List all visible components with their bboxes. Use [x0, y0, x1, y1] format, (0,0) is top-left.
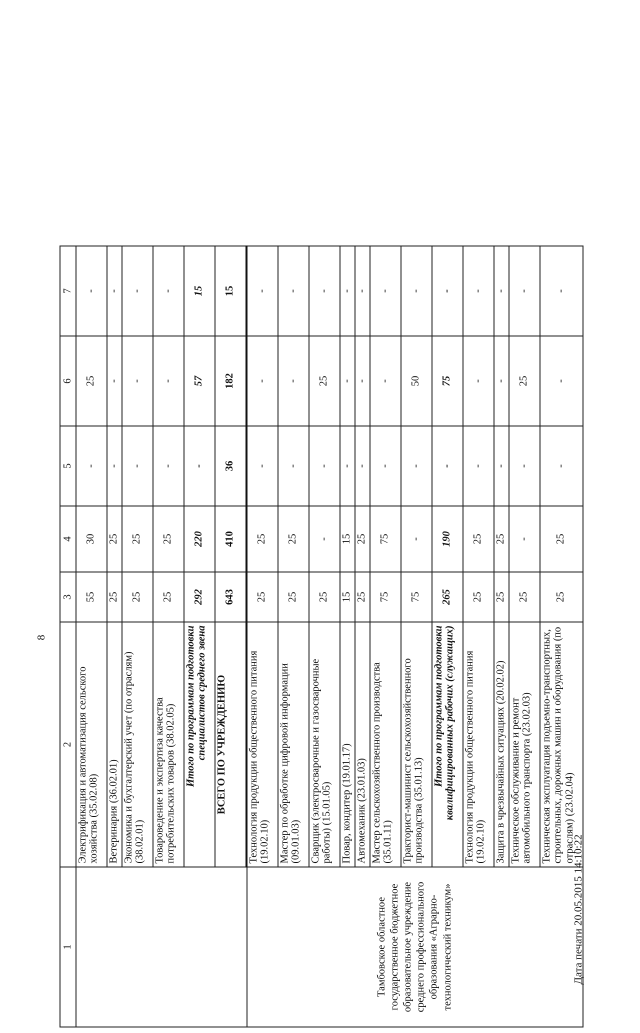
value-cell-c4: 25 [540, 506, 583, 572]
value-cell-c6: - [370, 336, 401, 426]
program-name: Тракторист-машинист сельскохозяйственного производства (35.01.13) [401, 622, 432, 867]
header-cell: 2 [60, 622, 76, 867]
value-cell-c4: 15 [340, 506, 355, 572]
value-cell-c5: - [509, 426, 540, 506]
value-cell-c5: - [76, 426, 107, 506]
value-cell-c4: 25 [494, 506, 509, 572]
value-cell-c4: 25 [122, 506, 153, 572]
value-cell-c3: 75 [370, 572, 401, 622]
value-cell-c3: 55 [76, 572, 107, 622]
program-name: Товароведение и экспертиза качества потребительских товаров (38.02.05) [153, 622, 184, 867]
value-cell-c5: - [122, 426, 153, 506]
value-cell-c6: - [153, 336, 184, 426]
program-name: Ветеринария (36.02.01) [107, 622, 122, 867]
admission-plan-table [60, 246, 584, 1028]
value-cell-c6: - [107, 336, 122, 426]
header-cell: 6 [60, 336, 76, 426]
value-cell-c6: - [278, 336, 309, 426]
subtotal-label-line: квалифицированных рабочих (служащих) [444, 625, 456, 821]
header-cell: 7 [60, 246, 76, 336]
program-name: Техническое обслуживание и ремонт автомобильного транспорта (23.02.03) [509, 622, 540, 867]
value-cell-c7: - [247, 246, 279, 336]
program-name: Защита в чрезвычайных ситуациях (20.02.02) [494, 622, 509, 867]
value-cell-c6: 57 [184, 336, 215, 426]
program-name: Технология продукции общественного питания (19.02.10) [463, 622, 494, 867]
value-cell-c7: - [107, 246, 122, 336]
program-name: Экономика и бухгалтерский учет (по отраслям) (38.02.01) [122, 622, 153, 867]
value-cell-c3: 292 [184, 572, 215, 622]
institution-name: Тамбовское областное государственное бюджетное образовательное учреждение среднего профессионального образования «Аграрно-технологический техникум» [247, 867, 584, 1027]
program-name: Мастер сельскохозяйственного производства (35.01.11) [370, 622, 401, 867]
value-cell-c3: 25 [107, 572, 122, 622]
value-cell-c5: - [153, 426, 184, 506]
value-cell-c5: - [540, 426, 583, 506]
value-cell-c6: - [247, 336, 279, 426]
value-cell-c7: - [432, 246, 463, 336]
value-cell-c4: 220 [184, 506, 215, 572]
value-cell-c3: 25 [309, 572, 340, 622]
value-cell-c4: 25 [278, 506, 309, 572]
value-cell-c3: 25 [153, 572, 184, 622]
value-cell-c6: 50 [401, 336, 432, 426]
value-cell-c7: - [153, 246, 184, 336]
value-cell-c4: - [509, 506, 540, 572]
value-cell-c4: 25 [107, 506, 122, 572]
value-cell-c7: - [355, 246, 370, 336]
value-cell-c7: - [494, 246, 509, 336]
value-cell-c4: - [309, 506, 340, 572]
value-cell-c4: 410 [215, 506, 247, 572]
value-cell-c5: - [355, 426, 370, 506]
institution-cell-empty [76, 867, 247, 1027]
value-cell-c7: - [122, 246, 153, 336]
value-cell-c4: 190 [432, 506, 463, 572]
value-cell-c4: 25 [355, 506, 370, 572]
grand-total-label: ВСЕГО ПО УЧРЕЖДЕНИЮ [215, 622, 247, 867]
value-cell-c5: - [401, 426, 432, 506]
value-cell-c7: - [370, 246, 401, 336]
value-cell-c6: - [355, 336, 370, 426]
value-cell-c3: 25 [509, 572, 540, 622]
value-cell-c3: 25 [247, 572, 279, 622]
value-cell-c5: - [247, 426, 279, 506]
value-cell-c5: - [432, 426, 463, 506]
value-cell-c7: - [278, 246, 309, 336]
value-cell-c7: - [340, 246, 355, 336]
value-cell-c5: - [494, 426, 509, 506]
column-number-row [60, 246, 76, 1027]
program-name: Технология продукции общественного питания (19.02.10) [247, 622, 279, 867]
value-cell-c5: 36 [215, 426, 247, 506]
value-cell-c4: 30 [76, 506, 107, 572]
value-cell-c3: 75 [401, 572, 432, 622]
header-cell: 4 [60, 506, 76, 572]
value-cell-c6: - [340, 336, 355, 426]
program-name: Повар, кондитер (19.01.17) [340, 622, 355, 867]
value-cell-c6: - [540, 336, 583, 426]
value-cell-c7: - [509, 246, 540, 336]
value-cell-c3: 25 [355, 572, 370, 622]
program-name: Мастер по обработке цифровой информации (09.01.03) [278, 622, 309, 867]
value-cell-c6: 182 [215, 336, 247, 426]
value-cell-c4: 75 [370, 506, 401, 572]
value-cell-c5: - [184, 426, 215, 506]
value-cell-c7: - [309, 246, 340, 336]
value-cell-c7: - [76, 246, 107, 336]
subtotal-label [432, 622, 463, 867]
value-cell-c7: - [463, 246, 494, 336]
value-cell-c7: 15 [184, 246, 215, 336]
value-cell-c5: - [463, 426, 494, 506]
value-cell-c3: 643 [215, 572, 247, 622]
table-row [76, 246, 107, 1027]
value-cell-c6: 25 [509, 336, 540, 426]
value-cell-c4: 25 [463, 506, 494, 572]
rotated-document-page [26, 243, 585, 1033]
value-cell-c3: 25 [463, 572, 494, 622]
header-cell: 5 [60, 426, 76, 506]
value-cell-c3: 25 [494, 572, 509, 622]
value-cell-c3: 25 [278, 572, 309, 622]
value-cell-c6: - [463, 336, 494, 426]
value-cell-c4: - [401, 506, 432, 572]
header-cell: 3 [60, 572, 76, 622]
subtotal-label-line: Итого по программам подготовки [185, 625, 197, 787]
value-cell-c6: 25 [76, 336, 107, 426]
subtotal-label-line: Итого по программам подготовки [433, 625, 445, 787]
value-cell-c7: - [540, 246, 583, 336]
subtotal-label-line: специалистов среднего звена [196, 625, 208, 761]
value-cell-c3: 25 [540, 572, 583, 622]
value-cell-c4: 25 [247, 506, 279, 572]
value-cell-c5: - [107, 426, 122, 506]
program-name: Электрификация и автоматизация сельского хозяйства (35.02.08) [76, 622, 107, 867]
value-cell-c6: - [122, 336, 153, 426]
value-cell-c5: - [278, 426, 309, 506]
value-cell-c3: 15 [340, 572, 355, 622]
value-cell-c6: 25 [309, 336, 340, 426]
value-cell-c3: 265 [432, 572, 463, 622]
value-cell-c7: 15 [215, 246, 247, 336]
value-cell-c5: - [340, 426, 355, 506]
table-row [247, 246, 279, 1027]
subtotal-label [184, 622, 215, 867]
value-cell-c6: 75 [432, 336, 463, 426]
program-name: Сварщик (электросварочные и газосварочные работы) (15.01.05) [309, 622, 340, 867]
value-cell-c5: - [309, 426, 340, 506]
value-cell-c7: - [401, 246, 432, 336]
value-cell-c4: 25 [153, 506, 184, 572]
program-name: Техническая эксплуатация подъемно-транспортных, строительных, дорожных машин и оборудования (по отраслям) (23.02.04) [540, 622, 583, 867]
print-date: Дата печати 20.05.2015 14:10:22 [572, 834, 585, 985]
value-cell-c5: - [370, 426, 401, 506]
program-name: Автомеханик (23.01.03) [355, 622, 370, 867]
value-cell-c6: - [494, 336, 509, 426]
page-number: 8 [35, 634, 48, 641]
header-cell: 1 [60, 867, 76, 1027]
value-cell-c3: 25 [122, 572, 153, 622]
